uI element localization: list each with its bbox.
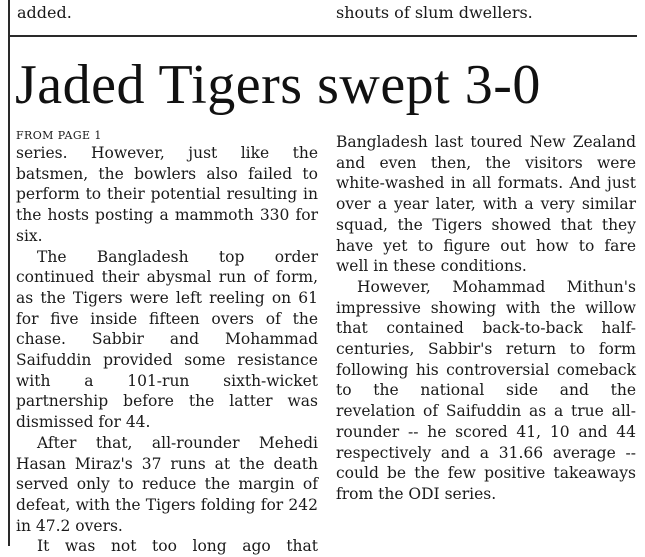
paragraph: series. However, just like the batsmen, the bowlers also failed to perform to their potential resulting in the hosts posting a mammoth 330 for six. bbox=[16, 144, 318, 245]
paragraph: It was not too long ago that bbox=[37, 537, 318, 556]
previous-article-fragment-right: shouts of slum dwellers. bbox=[336, 3, 533, 22]
paragraph: Bangladesh last toured New Zealand and even then, the visitors were white-washed in all formats. And just over a year later, with a very similar squad, the Tigers showed that they have yet to figure out how to fare well in these conditions. bbox=[336, 133, 636, 276]
paragraph: However, Mohammad Mithun's impressive showing with the willow that contained back-to-back half-centuries, Sabbir's return to form following his controversial comeback to the national side and the revelation of Saifuddin as a true all-rounder -- he scored 41, 10 and 44 respectively and a 31.66 average -- could be the few positive takeaways from the ODI series. bbox=[336, 277, 636, 503]
article-column-left bbox=[16, 128, 318, 557]
previous-article-tail bbox=[0, 0, 645, 34]
previous-article-fragment-left: added. bbox=[17, 3, 72, 22]
column-rule-left bbox=[8, 0, 10, 546]
paragraph: After that, all-rounder Mehedi Hasan Miraz's 37 runs at the death served only to reduce the margin of defeat, with the Tigers folding for 242 in 47.2 overs. bbox=[16, 433, 318, 535]
paragraph: The Bangladesh top order continued their abysmal run of form, as the Tigers were left reeling on 61 for five inside fifteen overs of the chase. Sabbir and Mohammad Saifuddin provided some resistance with a 101-run sixth-wicket partnership before the latter was dismissed for 44. bbox=[16, 247, 318, 432]
article-column-right bbox=[336, 132, 636, 505]
continued-from-label: FROM PAGE 1 bbox=[16, 129, 102, 142]
article-headline: Jaded Tigers swept 3-0 bbox=[15, 54, 541, 116]
section-divider bbox=[9, 35, 637, 37]
